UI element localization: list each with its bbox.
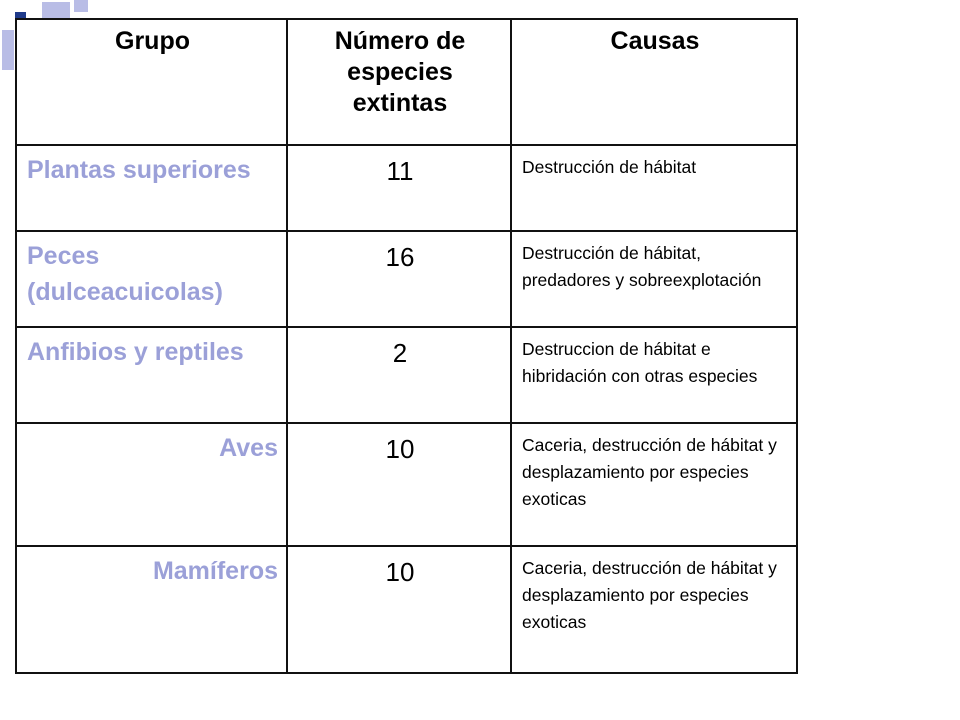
header-numero: Número de especies extintas — [287, 19, 511, 145]
species-count-cell: 10 — [287, 423, 511, 546]
table-row — [16, 145, 797, 231]
species-count-cell: 10 — [287, 546, 511, 673]
table-row — [16, 546, 797, 673]
group-cell: Plantas superiores — [16, 145, 287, 231]
causes-cell: Destrucción de hábitat, predadores y sobreexplotación — [511, 231, 797, 327]
corner-decoration-square — [2, 30, 14, 70]
causes-cell: Destrucción de hábitat — [511, 145, 797, 231]
header-grupo: Grupo — [16, 19, 287, 145]
table-row — [16, 231, 797, 327]
group-cell: Aves — [16, 423, 287, 546]
extinct-species-table — [15, 18, 798, 674]
causes-cell: Caceria, destrucción de hábitat y desplazamiento por especies exoticas — [511, 423, 797, 546]
species-count-cell: 16 — [287, 231, 511, 327]
species-count-cell: 2 — [287, 327, 511, 423]
table-row — [16, 327, 797, 423]
table-row — [16, 423, 797, 546]
header-causas: Causas — [511, 19, 797, 145]
corner-decoration-square — [74, 0, 88, 12]
causes-cell: Destruccion de hábitat e hibridación con otras especies — [511, 327, 797, 423]
group-cell: Anfibios y reptiles — [16, 327, 287, 423]
group-cell: Peces (dulceacuicolas) — [16, 231, 287, 327]
table-header-row — [16, 19, 797, 145]
causes-cell: Caceria, destrucción de hábitat y desplazamiento por especies exoticas — [511, 546, 797, 673]
group-cell: Mamíferos — [16, 546, 287, 673]
species-count-cell: 11 — [287, 145, 511, 231]
